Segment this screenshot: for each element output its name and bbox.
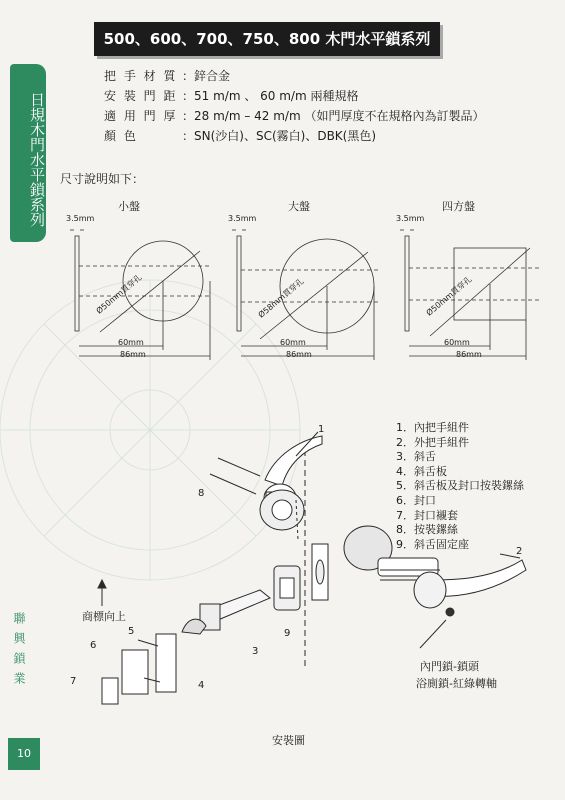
bathroom-lock-label: 浴廁鎖-紅綠轉軸 [416, 677, 497, 690]
dimensions-heading: 尺寸說明如下： [60, 172, 145, 186]
page-number: 10 [8, 738, 40, 770]
callout-4: 4 [198, 680, 205, 691]
spec-label: 適 用 門 厚 [104, 109, 178, 123]
section-tab: 日規木門水平鎖系列 [10, 64, 46, 242]
callout-8: 8 [198, 488, 205, 499]
callout-5: 5 [128, 626, 135, 637]
list-item: 5．斜舌板及封口按裝鏍絲 [396, 479, 524, 493]
gap-label: 3.5mm [228, 214, 257, 223]
diagram-title-small-rose: 小盤 [118, 200, 140, 213]
list-item: 2．外把手組件 [396, 435, 469, 449]
callout-7: 7 [70, 676, 77, 687]
list-item: 1．內把手組件 [396, 421, 469, 434]
brand-name: 聯興鎖業 [12, 612, 26, 692]
dimension-86: 86mm [120, 350, 146, 359]
diagram-title-square-rose: 四方盤 [442, 200, 475, 213]
list-item: 7．封口襯套 [396, 508, 458, 522]
trademark-up-label: 商標向上 [82, 610, 126, 623]
through-hole-label: Ø50mm貫穿孔 [424, 274, 474, 318]
dimension-86: 86mm [456, 350, 482, 359]
callout-6: 6 [90, 640, 97, 651]
spec-material: 把 手 材 質 ：鋅合金 [104, 66, 484, 86]
spec-value: 鋅合金 [194, 69, 231, 83]
spec-value: 51 m/m 、 60 m/m 兩種規格 [194, 89, 359, 103]
gap-label: 3.5mm [66, 214, 95, 223]
list-item: 3．斜舌 [396, 450, 436, 464]
list-item: 8．按裝鏍絲 [396, 523, 458, 537]
callout-3: 3 [252, 646, 259, 657]
list-item: 6．封口 [396, 493, 436, 507]
dimension-60: 60mm [280, 338, 306, 347]
diagram-title-large-rose: 大盤 [288, 200, 310, 213]
spec-label: 顏 色 [104, 129, 138, 143]
callout-2: 2 [516, 546, 523, 557]
spec-door-thickness: 適 用 門 厚 ：28 m/m – 42 m/m （如門厚度不在規格內為訂製品） [104, 106, 484, 126]
square-rose-diagram [390, 224, 550, 364]
spec-label: 把 手 材 質 [104, 69, 178, 83]
list-item: 4．斜舌板 [396, 464, 447, 478]
callout-9: 9 [284, 628, 291, 639]
callout-1: 1 [318, 424, 325, 435]
spec-value: SN(沙白)、SC(霧白)、DBK(黑色) [194, 129, 377, 143]
page-title: 500、600、700、750、800 木門水平鎖系列 [94, 22, 440, 56]
through-hole-label: Ø50mm貫穿孔 [94, 272, 144, 316]
dimension-60: 60mm [444, 338, 470, 347]
spec-value: 28 m/m – 42 m/m （如門厚度不在規格內為訂製品） [194, 109, 485, 123]
list-item: 9．斜舌固定座 [396, 537, 469, 551]
gap-label: 3.5mm [396, 214, 425, 223]
spec-label: 安 裝 門 距 [104, 89, 178, 103]
dimension-86: 86mm [286, 350, 312, 359]
inner-lock-label: 內門鎖-鎖頭 [420, 660, 479, 673]
spec-backset: 安 裝 門 距 ：51 m/m 、 60 m/m 兩種規格 [104, 86, 484, 106]
drawing-caption: 安裝圖 [272, 734, 305, 747]
through-hole-label: Ø58mm貫穿孔 [256, 276, 306, 320]
dimension-60: 60mm [118, 338, 144, 347]
spec-list [104, 66, 484, 146]
spec-color: 顏 色 ：SN(沙白)、SC(霧白)、DBK(黑色) [104, 126, 484, 146]
